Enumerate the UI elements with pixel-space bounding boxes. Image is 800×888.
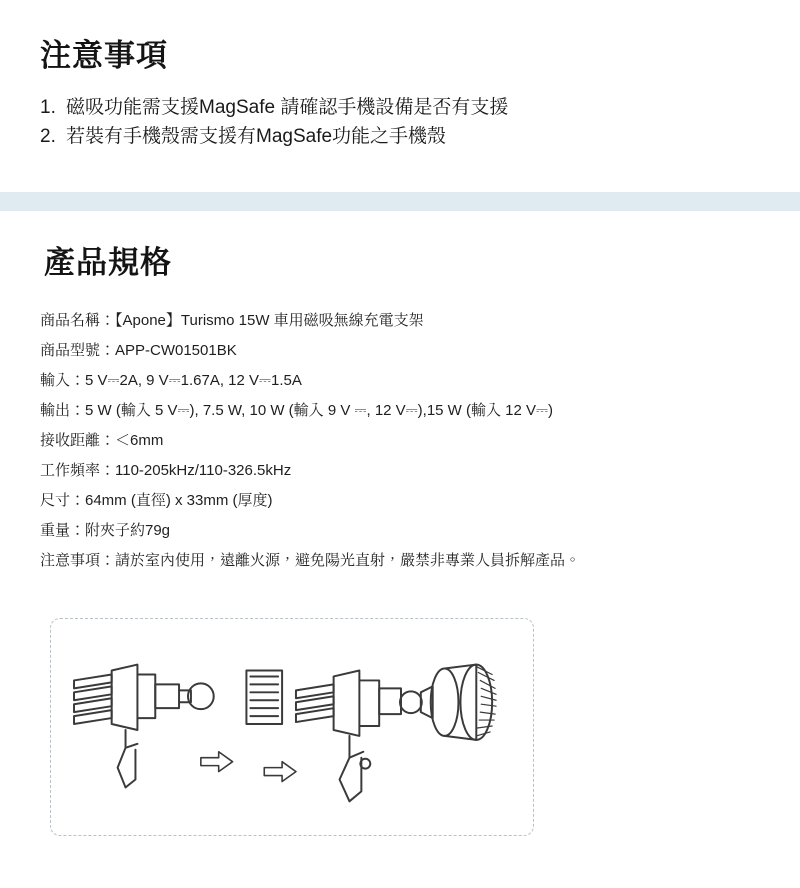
step-1-vent-clip (74, 665, 214, 788)
notice-title: 注意事項 (40, 38, 168, 73)
notice-item (40, 93, 760, 122)
notice-item-text: 磁吸功能需支援MagSafe 請確認手機設備是否有支援 (66, 97, 509, 118)
arrow-right-2 (264, 762, 296, 782)
spec-row-input: 輸入：5 V⎓2A, 9 V⎓1.67A, 12 V⎓1.5A (40, 372, 302, 389)
spec-title: 產品規格 (44, 245, 172, 280)
spec-list (40, 306, 760, 576)
notice-item (40, 122, 760, 151)
spec-row-weight: 重量：附夾子約79g (40, 522, 171, 539)
spec-row-frequency: 工作頻率：110-205kHz/110-326.5kHz (40, 462, 292, 479)
arrow-right-1 (201, 752, 233, 772)
spec-row-caution: 注意事項：請於室內使用，遠離火源，避免陽光直射，嚴禁非專業人員拆解產品。 (40, 552, 581, 569)
notice-item-number: 1. (40, 97, 56, 118)
step-1-knob (246, 671, 282, 725)
assembly-diagram-svg (51, 619, 533, 835)
spec-row-dimensions: 尺寸：64mm (直徑) x 33mm (厚度) (40, 492, 273, 509)
notice-item-number: 2. (40, 126, 56, 148)
step-2-assembled-charger (296, 665, 496, 802)
spec-row-receive-distance: 接收距離：＜6mm (40, 432, 164, 449)
assembly-diagram-box (50, 618, 534, 836)
spec-row-output: 輸出：5 W (輸入 5 V⎓), 7.5 W, 10 W (輸入 9 V ⎓, 12 V⎓),15 W (輸入 12 V⎓) (40, 402, 553, 419)
spec-row-product-name: 商品名稱：【Apone】Turismo 15W 車用磁吸無線充電支架 (40, 312, 424, 329)
notice-section (0, 0, 800, 192)
spec-row-model: 商品型號：APP-CW01501BK (40, 342, 237, 359)
notice-list (40, 93, 760, 152)
section-divider-band (0, 192, 800, 211)
notice-item-text: 若裝有手機殼需支援有MagSafe功能之手機殼 (66, 126, 447, 148)
product-spec-section (0, 211, 800, 576)
